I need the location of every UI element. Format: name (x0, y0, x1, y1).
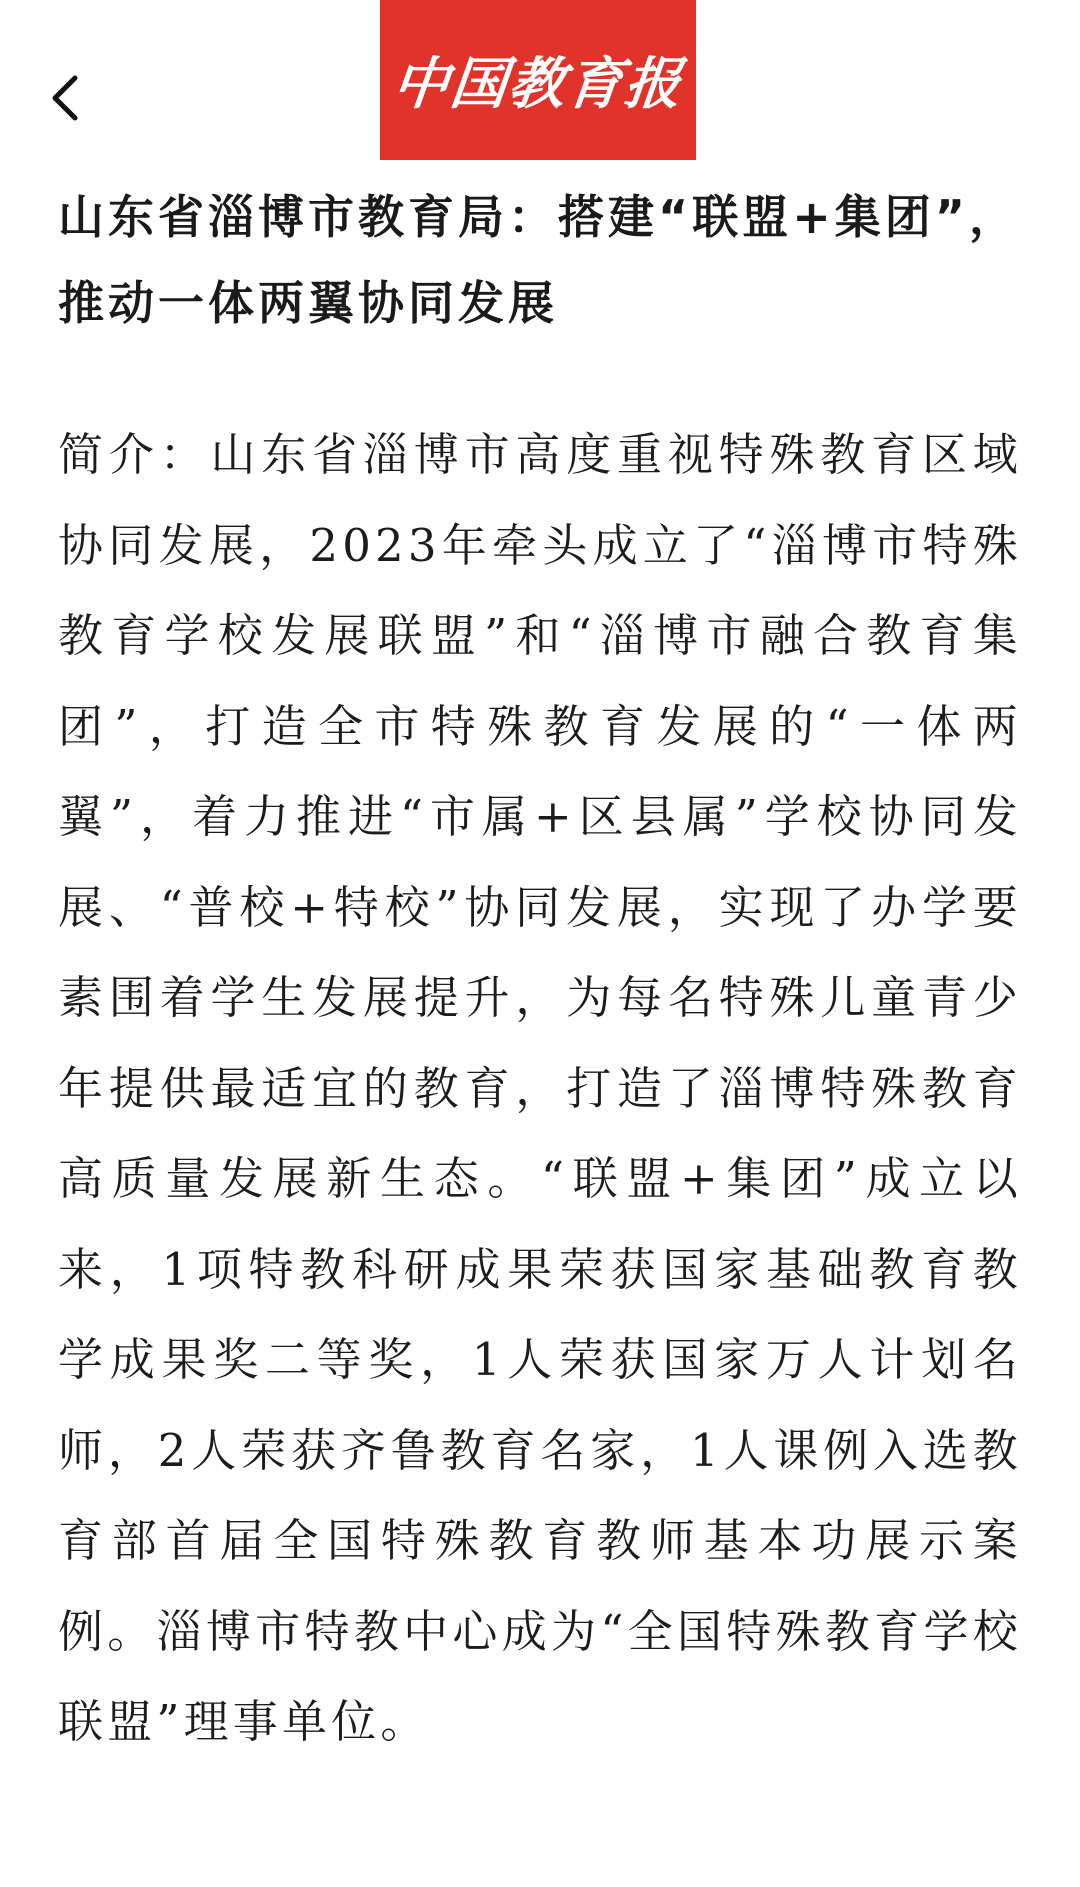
chevron-left-icon (49, 74, 79, 122)
logo-text: 中国教育报 (389, 51, 687, 117)
article-summary: 简介：山东省淄博市高度重视特殊教育区域协同发展，2023年牵头成立了“淄博市特殊教育学校发展联盟”和“淄博市融合教育集团”，打造全市特殊教育发展的“一体两翼”，着力推进“市属+区县属”学校协同发展、“普校+特校”协同发展，实现了办学要素围着学生发展提升，为每名特殊儿童青少年提供最适宜的教育，打造了淄博特殊教育高质量发展新生态。“联盟+集团”成立以来，1项特教科研成果荣获国家基础教育教学成果奖二等奖，1人荣获国家万人计划名师，2人荣获齐鲁教育名家，1人课例入选教育部首届全国特殊教育教师基本功展示案例。淄博市特教中心成为“全国特殊教育学校联盟”理事单位。 (58, 428, 1022, 1748)
back-button[interactable] (34, 58, 94, 138)
newspaper-logo (380, 0, 696, 160)
article-title: 山东省淄博市教育局：搭建“联盟+集团”，推动一体两翼协同发展 (58, 190, 1020, 330)
top-bar (0, 0, 1080, 160)
